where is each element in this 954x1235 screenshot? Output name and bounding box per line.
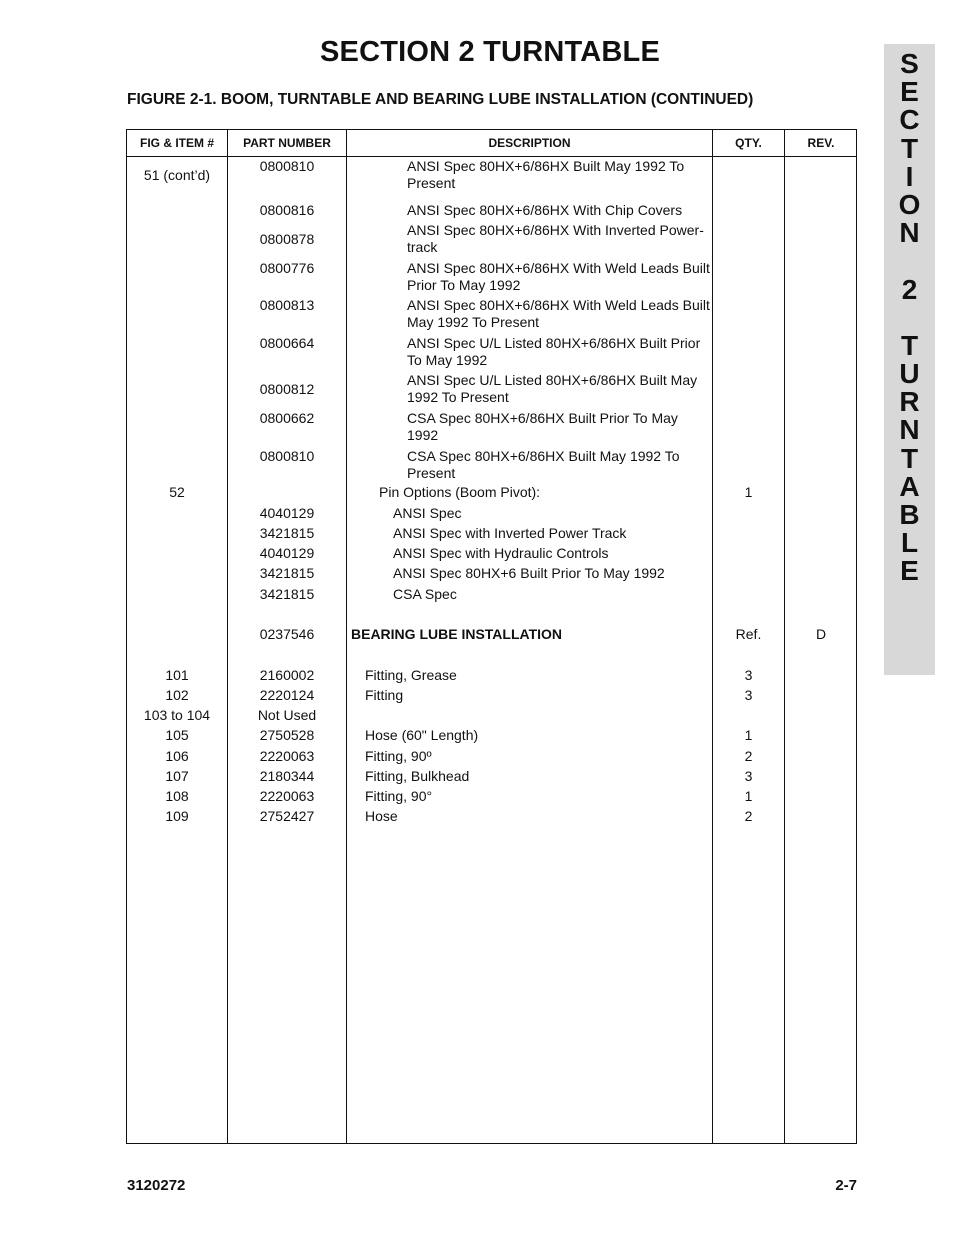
description-cell: Fitting, Grease (365, 667, 457, 683)
fig-cell: 52 (169, 484, 185, 500)
description-cell: Hose (60" Length) (365, 727, 479, 743)
fig-cell: 108 (165, 788, 189, 804)
side-tab-letter: T (900, 442, 919, 474)
side-tab-letter: N (899, 217, 920, 249)
qty-cell: 3 (744, 667, 753, 683)
part-number-cell: 4040129 (259, 505, 315, 521)
part-number-cell: 0800878 (259, 231, 315, 247)
description-cell: ANSI Spec U/L Listed 80HX+6/86HX Built Prior To May 1992 (407, 335, 701, 368)
side-tab-letter: C (899, 104, 920, 136)
description-cell: ANSI Spec 80HX+6/86HX With Weld Leads Built May 1992 To Present (407, 297, 710, 330)
description-cell: Fitting (365, 687, 404, 703)
fig-cell: 102 (165, 687, 189, 703)
part-number-cell: 2220063 (259, 748, 315, 764)
fig-cell: 103 to 104 (143, 707, 211, 723)
description-cell: CSA Spec 80HX+6/86HX Built May 1992 To Present (407, 448, 680, 481)
side-tab-letter: R (899, 386, 920, 418)
column-header-part-number: PART NUMBER (243, 136, 331, 150)
fig-cell: 109 (165, 808, 189, 824)
section-title: SECTION 2 TURNTABLE (320, 36, 660, 68)
part-number-cell: 2220124 (259, 687, 315, 703)
part-number-cell: 3421815 (259, 586, 315, 602)
part-number-cell: 0800812 (259, 381, 315, 397)
fig-cell: 105 (165, 727, 189, 743)
qty-cell: 2 (744, 808, 753, 824)
part-number-cell: 0237546 (259, 626, 315, 642)
description-cell: CSA Spec 80HX+6/86HX Built Prior To May 1992 (407, 410, 678, 443)
description-cell: ANSI Spec 80HX+6/86HX With Inverted Power-track (407, 222, 704, 255)
description-cell: Fitting, Bulkhead (365, 768, 470, 784)
description-cell: ANSI Spec (393, 505, 462, 521)
part-number-cell: 3421815 (259, 565, 315, 581)
side-tab-gap (884, 247, 935, 275)
side-tab-letter: N (899, 414, 920, 446)
figure-title: FIGURE 2-1. BOOM, TURNTABLE AND BEARING LUBE INSTALLATION (CONTINUED) (127, 91, 754, 108)
description-cell: Pin Options (Boom Pivot): (379, 484, 541, 500)
header-divider (127, 156, 856, 157)
side-tab-letter: U (899, 358, 920, 390)
part-number-cell: Not Used (257, 707, 317, 723)
part-number-cell: 3421815 (259, 525, 315, 541)
description-cell: Fitting, 90° (365, 788, 433, 804)
part-number-cell: 2750528 (259, 727, 315, 743)
part-number-cell: 2160002 (259, 667, 315, 683)
qty-cell: 1 (744, 788, 753, 804)
description-cell: ANSI Spec 80HX+6 Built Prior To May 1992 (393, 565, 665, 581)
side-tab-letter: E (900, 555, 919, 587)
qty-cell: 1 (744, 727, 753, 743)
part-number-cell: 0800816 (259, 202, 315, 218)
description-cell: ANSI Spec with Inverted Power Track (393, 525, 627, 541)
side-tab-letter: O (898, 188, 921, 220)
part-number-cell: 0800810 (259, 158, 315, 174)
description-cell: BEARING LUBE INSTALLATION (351, 626, 563, 642)
side-tab-letter: T (900, 329, 919, 361)
part-number-cell: 0800664 (259, 335, 315, 351)
fig-cell: 107 (165, 768, 189, 784)
description-cell: ANSI Spec 80HX+6/86HX Built May 1992 To Present (407, 158, 685, 191)
column-header-rev: REV. (807, 136, 835, 150)
page-number: 2-7 (835, 1177, 857, 1194)
qty-cell: 2 (744, 748, 753, 764)
side-tab-letter: I (905, 160, 914, 192)
qty-cell: Ref. (735, 626, 762, 642)
part-number-cell: 0800813 (259, 297, 315, 313)
parts-table (126, 129, 857, 1144)
part-number-cell: 0800776 (259, 260, 315, 276)
qty-cell: 1 (744, 484, 753, 500)
description-cell: Hose (365, 808, 398, 824)
column-header-description: DESCRIPTION (488, 136, 571, 150)
side-tab-letter: E (900, 76, 919, 108)
column-header-qty: QTY. (735, 136, 762, 150)
side-tab-letters (884, 50, 935, 586)
side-tab-letter: L (900, 527, 919, 559)
side-tab-gap (884, 304, 935, 332)
description-cell: Fitting, 90º (365, 748, 432, 764)
fig-cell: 106 (165, 748, 189, 764)
document-number: 3120272 (127, 1177, 186, 1194)
section-side-tab (884, 44, 935, 675)
description-cell: ANSI Spec 80HX+6/86HX With Chip Covers (407, 202, 683, 218)
description-cell: CSA Spec (393, 586, 457, 602)
column-header-fig: FIG & ITEM # (139, 136, 214, 150)
side-tab-letter: 2 (901, 273, 918, 305)
side-tab-letter: A (899, 470, 920, 502)
side-tab-letter: B (899, 499, 920, 530)
side-tab-letter: S (900, 48, 919, 79)
description-cell: ANSI Spec 80HX+6/86HX With Weld Leads Built Prior To May 1992 (407, 260, 710, 293)
part-number-cell: 0800662 (259, 410, 315, 426)
side-tab-letter: T (900, 132, 919, 164)
qty-cell: 3 (744, 768, 753, 784)
part-number-cell: 2220063 (259, 788, 315, 804)
description-cell: ANSI Spec U/L Listed 80HX+6/86HX Built May 1992 To Present (407, 372, 698, 405)
part-number-cell: 0800810 (259, 448, 315, 464)
part-number-cell: 2180344 (259, 768, 315, 784)
description-cell: ANSI Spec with Hydraulic Controls (393, 545, 609, 561)
fig-cell: 101 (165, 667, 189, 683)
part-number-cell: 4040129 (259, 545, 315, 561)
qty-cell: 3 (744, 687, 753, 703)
fig-cell: 51 (cont’d) (143, 167, 211, 183)
rev-cell: D (815, 626, 827, 642)
part-number-cell: 2752427 (259, 808, 315, 824)
